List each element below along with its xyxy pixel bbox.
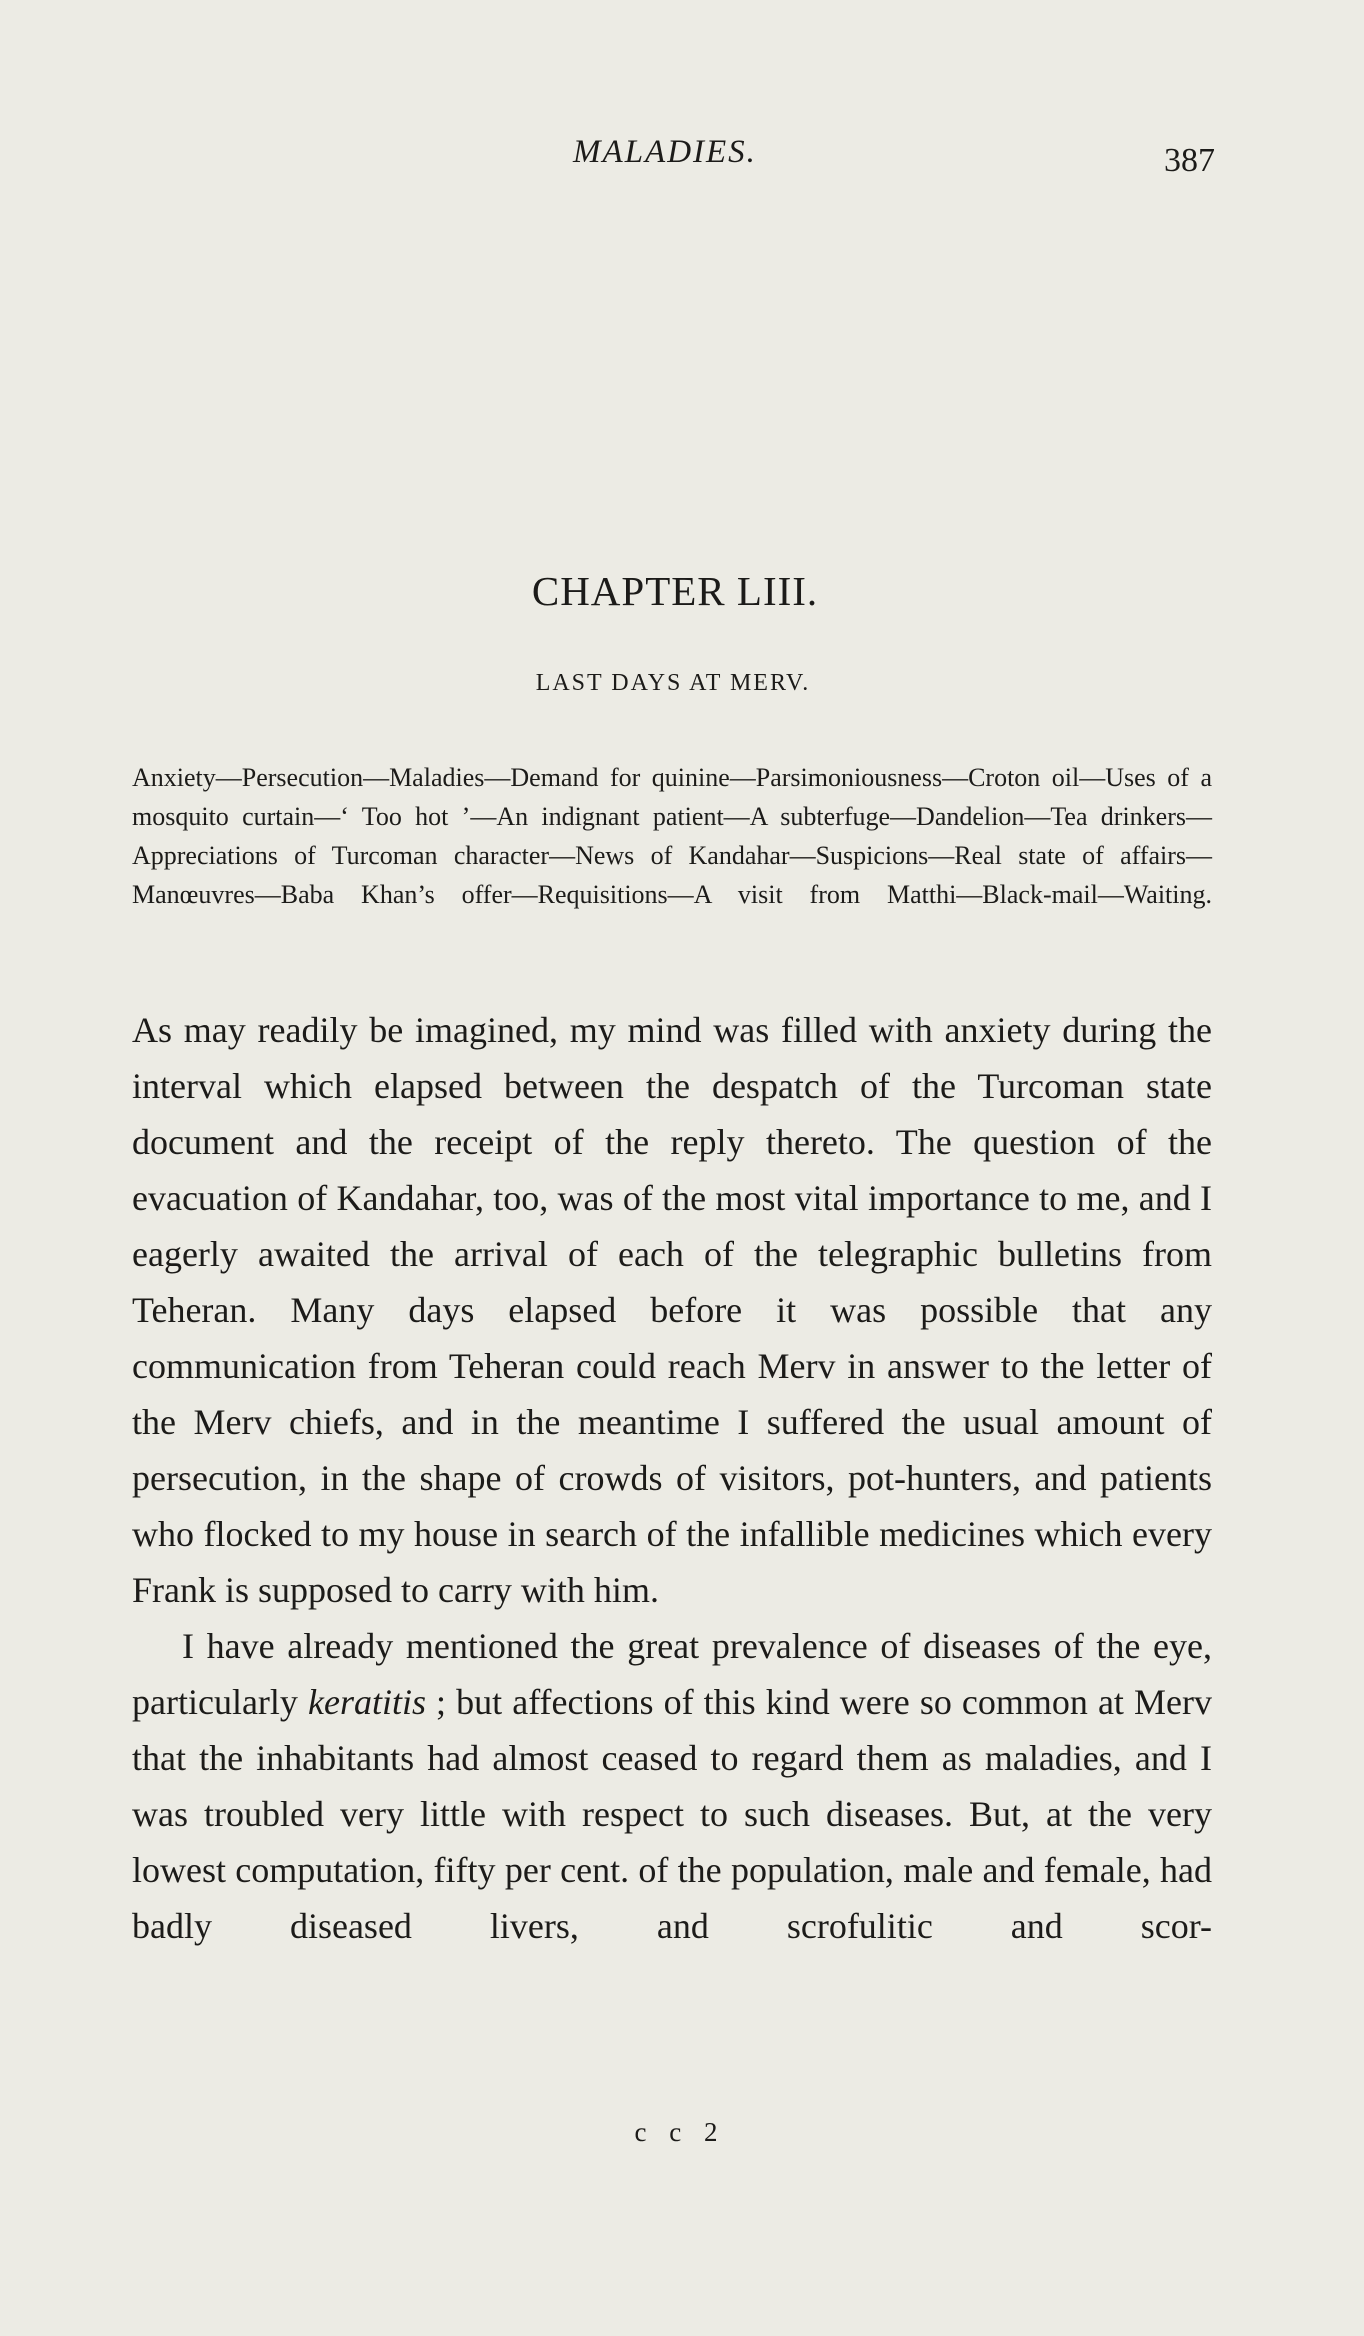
paragraph-2-text-start: I have already mentioned the great prevalence of diseases of the eye, particularly	[132, 1626, 1212, 1722]
paragraph-2-italic-term: keratitis	[308, 1682, 426, 1722]
chapter-subtitle: LAST DAYS AT MERV.	[535, 670, 811, 696]
paragraph-2-text-end: ; but affections of this kind were so common at Merv that the inhabitants had almost ceased to regard them as maladies, and I was troubled very little with respect to such diseases. But, at the very lowest computation, fifty per cent. of the population, male and female, had badly diseased livers, and scrofulitic and scor-	[132, 1682, 1212, 1946]
synopsis-text: Anxiety—Persecution—Maladies—Demand for quinine—Parsimoniousness—Croton oil—Uses of a mosquito curtain—‘ Too hot ’—An indignant patient—A subterfuge—Dandelion—Tea drinkers—Appreciations of Turcoman character—News of Kandahar—Suspicions—Real state of affairs—Manœuvres—Baba Khan’s offer—Requisitions—A visit from Matthi—Black-mail—Waiting.	[132, 763, 1212, 909]
paragraph-1: As may readily be imagined, my mind was filled with anxiety during the interval which elapsed between the despatch of the Turcoman state document and the receipt of the reply thereto. The question of the evacuation of Kandahar, too, was of the most vital importance to me, and I eagerly awaited the arrival of each of the telegraphic bulletins from Teheran. Many days elapsed before it was possible that any communication from Teheran could reach Merv in answer to the letter of the Merv chiefs, and in the meantime I suffered the usual amount of persecution, in the shape of crowds of visitors, pot-hunters, and patients who flocked to my house in search of the infallible medicines which every Frank is supposed to carry with him.	[132, 1010, 1212, 1610]
chapter-title: CHAPTER LIII.	[531, 568, 819, 614]
chapter-synopsis	[132, 758, 1212, 914]
page-number: 387	[1164, 142, 1215, 179]
running-head	[0, 134, 1364, 184]
running-title: MALADIES.	[573, 134, 757, 170]
body-text	[132, 1002, 1212, 1954]
paragraph-2	[132, 1618, 1212, 1954]
signature-mark: c c 2	[634, 2117, 726, 2147]
